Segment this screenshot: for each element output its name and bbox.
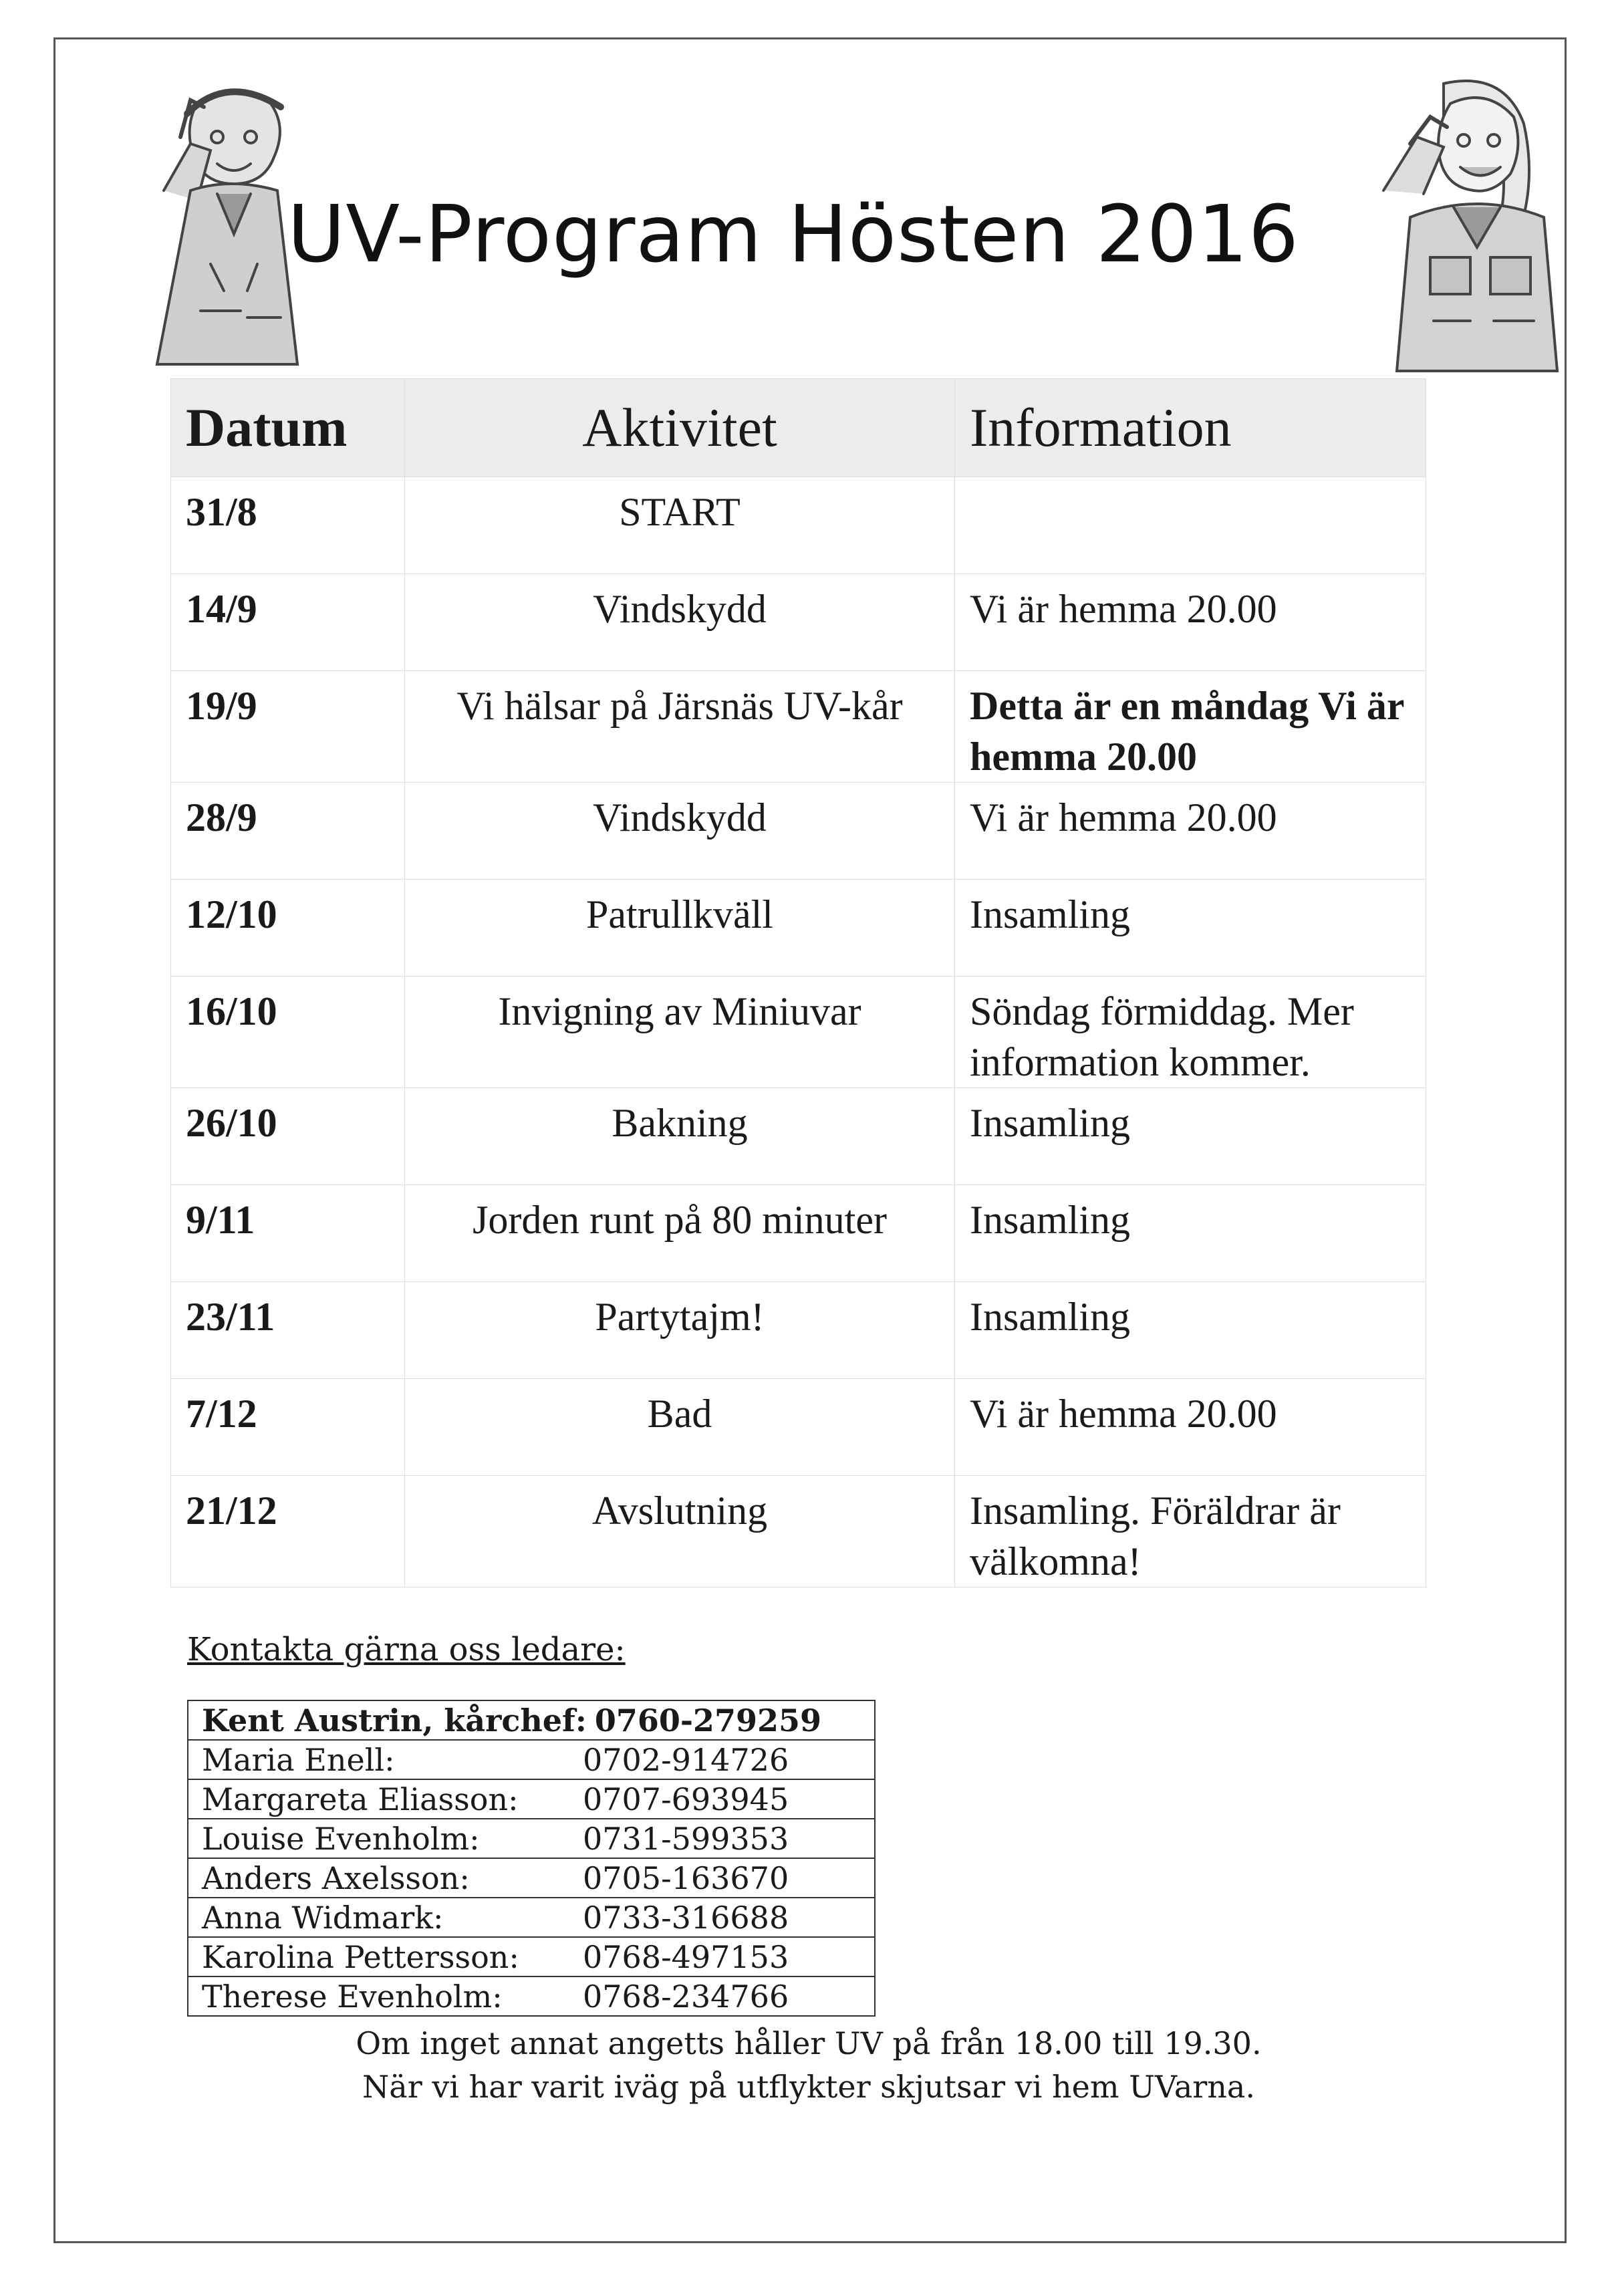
program-activity: Vindskydd (405, 574, 955, 671)
contact-cell (188, 1898, 875, 1937)
program-info: Vi är hemma 20.00 (955, 574, 1426, 671)
program-date: 14/9 (171, 574, 405, 671)
contact-phone: 0768-497153 (583, 1938, 789, 1975)
program-row (171, 1476, 1426, 1587)
program-activity: Patrullkväll (405, 880, 955, 977)
contact-phone: 0731-599353 (583, 1820, 789, 1857)
program-header-row (171, 379, 1426, 477)
contact-phone: 0768-234766 (583, 1978, 789, 2015)
program-date: 12/10 (171, 880, 405, 977)
contact-cell (188, 1700, 875, 1740)
contact-name: Maria Enell: (202, 1741, 395, 1778)
contact-cell (188, 1779, 875, 1819)
contact-name: Anders Axelsson: (202, 1860, 470, 1896)
contact-row (188, 1819, 875, 1858)
program-row (171, 977, 1426, 1088)
program-date: 7/12 (171, 1379, 405, 1476)
program-row (171, 671, 1426, 783)
contact-phone: 0760-279259 (594, 1702, 821, 1739)
program-date: 23/11 (171, 1282, 405, 1379)
program-date: 21/12 (171, 1476, 405, 1587)
program-date: 28/9 (171, 783, 405, 880)
program-info: Detta är en måndag Vi är hemma 20.00 (955, 671, 1426, 783)
program-row (171, 783, 1426, 880)
contact-name: Therese Evenholm: (202, 1978, 503, 2015)
header-information: Information (955, 379, 1426, 477)
program-row (171, 477, 1426, 574)
contact-row (188, 1937, 875, 1976)
contact-phone: 0733-316688 (583, 1899, 789, 1936)
contact-cell (188, 1858, 875, 1898)
contact-phone: 0707-693945 (583, 1781, 789, 1817)
contact-name: Kent Austrin, kårchef: (202, 1702, 587, 1739)
footer-note-hours: Om inget annat angetts håller UV på från 18.00 till 19.30. (356, 2025, 1262, 2061)
program-activity: Partytajm! (405, 1282, 955, 1379)
program-info: Vi är hemma 20.00 (955, 783, 1426, 880)
program-info: Insamling (955, 880, 1426, 977)
contact-row (188, 1740, 875, 1779)
program-row (171, 1282, 1426, 1379)
program-row (171, 880, 1426, 977)
program-info: Insamling. Föräldrar är välkomna! (955, 1476, 1426, 1587)
contact-cell (188, 1740, 875, 1779)
contact-row (188, 1779, 875, 1819)
program-date: 31/8 (171, 477, 405, 574)
program-activity: START (405, 477, 955, 574)
saluting-girl-scout-icon (1310, 57, 1577, 384)
program-activity: Invigning av Miniuvar (405, 977, 955, 1088)
program-info: Vi är hemma 20.00 (955, 1379, 1426, 1476)
contact-row (188, 1858, 875, 1898)
contact-name: Karolina Pettersson: (202, 1938, 519, 1975)
contact-name: Margareta Eliasson: (202, 1781, 519, 1817)
contact-heading: Kontakta gärna oss ledare: (187, 1631, 626, 1668)
program-activity: Jorden runt på 80 minuter (405, 1185, 955, 1282)
program-table (170, 378, 1426, 1587)
contact-cell (188, 1976, 875, 2016)
program-info: Söndag förmiddag. Mer information kommer. (955, 977, 1426, 1088)
footer-note-transport: När vi har varit iväg på utflykter skjutsar vi hem UVarna. (362, 2069, 1255, 2105)
contact-cell (188, 1819, 875, 1858)
program-activity: Vi hälsar på Järsnäs UV-kår (405, 671, 955, 783)
program-row (171, 1088, 1426, 1185)
program-row (171, 574, 1426, 671)
contact-phone: 0705-163670 (583, 1860, 789, 1896)
contact-name: Anna Widmark: (202, 1899, 444, 1936)
contact-row (188, 1898, 875, 1937)
program-info: Insamling (955, 1185, 1426, 1282)
header-date: Datum (171, 379, 405, 477)
page-title: UV-Program Hösten 2016 (287, 188, 1299, 280)
program-date: 16/10 (171, 977, 405, 1088)
program-date: 26/10 (171, 1088, 405, 1185)
program-activity: Bad (405, 1379, 955, 1476)
contact-row-chief (188, 1700, 875, 1740)
contact-row (188, 1976, 875, 2016)
header-activity: Aktivitet (405, 379, 955, 477)
program-info: Insamling (955, 1282, 1426, 1379)
program-activity: Avslutning (405, 1476, 955, 1587)
program-info (955, 477, 1426, 574)
program-activity: Bakning (405, 1088, 955, 1185)
program-info: Insamling (955, 1088, 1426, 1185)
contact-cell (188, 1937, 875, 1976)
program-row (171, 1379, 1426, 1476)
program-row (171, 1185, 1426, 1282)
contact-table (187, 1700, 876, 2017)
contact-phone: 0702-914726 (583, 1741, 789, 1778)
contact-name: Louise Evenholm: (202, 1820, 480, 1857)
program-activity: Vindskydd (405, 783, 955, 880)
program-date: 9/11 (171, 1185, 405, 1282)
program-date: 19/9 (171, 671, 405, 783)
